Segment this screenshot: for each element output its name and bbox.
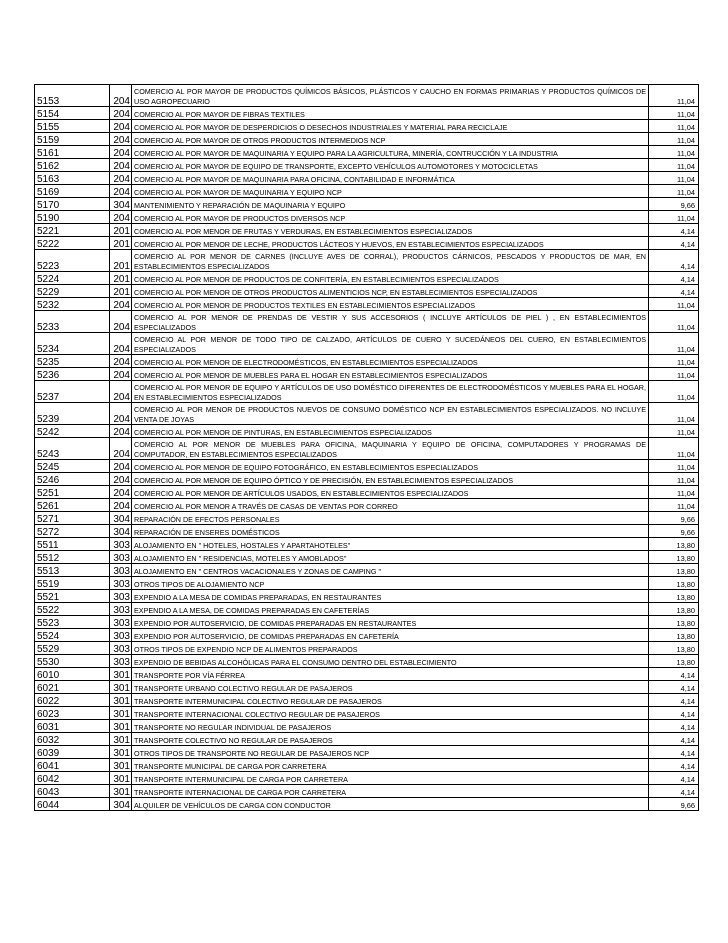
- activity-description-cell: COMERCIO AL POR MAYOR DE PRODUCTOS QUÍMICOS BÁSICOS, PLÁSTICOS Y CAUCHO EN FORMAS PRIMARIAS Y PRODUCTOS QUÍMICOS DE USO AGROPECUARIO: [132, 85, 649, 107]
- activity-description-cell: COMERCIO AL POR MENOR DE OTROS PRODUCTOS ALIMENTICIOS NCP, EN ESTABLECIMIENTOS ESPECIALIZADOS: [132, 285, 649, 298]
- activity-code-cell: 5246: [35, 473, 110, 486]
- activity-description-cell: ALOJAMIENTO EN " CENTROS VACACIONALES Y ZONAS DE CAMPING ": [132, 564, 649, 577]
- activity-code-cell: 5511: [35, 538, 110, 551]
- activity-description-cell: COMERCIO AL POR MENOR DE LECHE, PRODUCTOS LÁCTEOS Y HUEVOS, EN ESTABLECIMIENTOS ESPECIALIZADOS: [132, 237, 649, 250]
- rate-cell: 11,04: [649, 120, 699, 133]
- rate-cell: 13,80: [649, 564, 699, 577]
- category-code-cell: 204: [110, 425, 132, 438]
- activity-description-cell: COMERCIO AL POR MENOR DE EQUIPO ÓPTICO Y DE PRECISIÓN, EN ESTABLECIMIENTOS ESPECIALIZADOS: [132, 473, 649, 486]
- table-row: [35, 185, 699, 198]
- activity-code-cell: 5521: [35, 590, 110, 603]
- category-code-cell: 301: [110, 785, 132, 798]
- category-code-cell: 303: [110, 655, 132, 668]
- activity-description-cell: COMERCIO AL POR MENOR DE FRUTAS Y VERDURAS, EN ESTABLECIMIENTOS ESPECIALIZADOS: [132, 224, 649, 237]
- activity-code-cell: 5239: [35, 403, 110, 425]
- activity-code-cell: 5245: [35, 460, 110, 473]
- rate-cell: 4,14: [649, 285, 699, 298]
- activity-code-cell: 5170: [35, 198, 110, 211]
- table-row: [35, 551, 699, 564]
- activity-code-cell: 6043: [35, 785, 110, 798]
- category-code-cell: 201: [110, 237, 132, 250]
- activity-code-cell: 5233: [35, 311, 110, 333]
- activity-description-cell: TRANSPORTE INTERNACIONAL COLECTIVO REGULAR DE PASAJEROS: [132, 707, 649, 720]
- activity-description-cell: COMERCIO AL POR MENOR DE TODO TIPO DE CALZADO, ARTÍCULOS DE CUERO Y SUCEDÁNEOS DEL CUERO, EN ESTABLECIMIENTOS ESPECIALIZADOS: [132, 333, 649, 355]
- activity-description-cell: COMERCIO AL POR MENOR DE EQUIPO FOTOGRÁFICO, EN ESTABLECIMIENTOS ESPECIALIZADOS: [132, 460, 649, 473]
- table-row: [35, 211, 699, 224]
- category-code-cell: 204: [110, 146, 132, 159]
- table-row: [35, 250, 699, 272]
- rate-cell: 13,80: [649, 642, 699, 655]
- rate-cell: 11,04: [649, 311, 699, 333]
- rate-cell: 11,04: [649, 333, 699, 355]
- activity-description-cell: ALOJAMIENTO EN " HOTELES, HOSTALES Y APARTAHOTELES": [132, 538, 649, 551]
- table-row: [35, 224, 699, 237]
- activity-code-cell: 5221: [35, 224, 110, 237]
- table-row: [35, 746, 699, 759]
- activity-code-cell: 6044: [35, 798, 110, 811]
- category-code-cell: 301: [110, 720, 132, 733]
- table-row: [35, 159, 699, 172]
- table-row: [35, 785, 699, 798]
- category-code-cell: 204: [110, 486, 132, 499]
- activity-description-cell: MANTENIMIENTO Y REPARACIÓN DE MAQUINARIA Y EQUIPO: [132, 198, 649, 211]
- activity-description-cell: COMERCIO AL POR MAYOR DE DESPERDICIOS O DESECHOS INDUSTRIALES Y MATERIAL PARA RECICLAJE: [132, 120, 649, 133]
- category-code-cell: 303: [110, 577, 132, 590]
- table-row: [35, 759, 699, 772]
- rate-cell: 11,04: [649, 403, 699, 425]
- rate-cell: 4,14: [649, 224, 699, 237]
- category-code-cell: 303: [110, 564, 132, 577]
- table-row: [35, 772, 699, 785]
- activity-code-cell: 5524: [35, 629, 110, 642]
- activity-code-cell: 6042: [35, 772, 110, 785]
- activity-code-cell: 5161: [35, 146, 110, 159]
- activity-code-cell: 6023: [35, 707, 110, 720]
- activity-code-cell: 5523: [35, 616, 110, 629]
- activity-description-cell: TRANSPORTE INTERNACIONAL DE CARGA POR CARRETERA: [132, 785, 649, 798]
- activity-code-cell: 5229: [35, 285, 110, 298]
- category-code-cell: 301: [110, 694, 132, 707]
- table-row: [35, 403, 699, 425]
- category-code-cell: 303: [110, 603, 132, 616]
- rate-cell: 11,04: [649, 486, 699, 499]
- rate-cell: 9,66: [649, 512, 699, 525]
- activity-description-cell: TRANSPORTE INTERMUNICIPAL COLECTIVO REGULAR DE PASAJEROS: [132, 694, 649, 707]
- category-code-cell: 204: [110, 499, 132, 512]
- activity-description-cell: EXPENDIO A LA MESA, DE COMIDAS PREPARADAS EN CAFETERÍAS: [132, 603, 649, 616]
- rate-cell: 13,80: [649, 655, 699, 668]
- table-row: [35, 285, 699, 298]
- activity-description-cell: TRANSPORTE POR VÍA FÉRREA: [132, 668, 649, 681]
- activity-description-cell: COMERCIO AL POR MAYOR DE MAQUINARIA Y EQUIPO PARA LA AGRICULTURA, MINERÍA, CONTRUCCIÓN Y LA INDUSTRIA: [132, 146, 649, 159]
- activity-code-cell: 5155: [35, 120, 110, 133]
- activity-description-cell: COMERCIO AL POR MENOR DE MUEBLES PARA OFICINA, MAQUINARIA Y EQUIPO DE OFICINA, COMPUTADORES Y PROGRAMAS DE COMPUTADOR, EN ESTABLECIMIENTOS ESPECIALIZADOS: [132, 438, 649, 460]
- category-code-cell: 204: [110, 311, 132, 333]
- rate-cell: 11,04: [649, 298, 699, 311]
- activity-description-cell: COMERCIO AL POR MAYOR DE EQUIPO DE TRANSPORTE, EXCEPTO VEHÍCULOS AUTOMOTORES Y MOTOCICLETAS: [132, 159, 649, 172]
- table-row: [35, 133, 699, 146]
- category-code-cell: 204: [110, 368, 132, 381]
- activity-code-cell: 5224: [35, 272, 110, 285]
- activity-description-cell: EXPENDIO POR AUTOSERVICIO, DE COMIDAS PREPARADAS EN RESTAURANTES: [132, 616, 649, 629]
- activity-code-cell: 5235: [35, 355, 110, 368]
- table-row: [35, 237, 699, 250]
- rate-cell: 11,04: [649, 185, 699, 198]
- rate-cell: 4,14: [649, 707, 699, 720]
- category-code-cell: 204: [110, 333, 132, 355]
- category-code-cell: 301: [110, 746, 132, 759]
- rate-cell: 11,04: [649, 355, 699, 368]
- category-code-cell: 201: [110, 250, 132, 272]
- activity-code-cell: 6032: [35, 733, 110, 746]
- category-code-cell: 303: [110, 551, 132, 564]
- activity-description-cell: COMERCIO AL POR MENOR DE PRENDAS DE VESTIR Y SUS ACCESORIOS ( INCLUYE ARTÍCULOS DE PIEL ) , EN ESTABLECIMIENTOS ESPECIALIZADOS: [132, 311, 649, 333]
- activity-description-cell: TRANSPORTE INTERMUNICIPAL DE CARGA POR CARRETERA: [132, 772, 649, 785]
- table-row: [35, 272, 699, 285]
- activity-code-cell: 5513: [35, 564, 110, 577]
- table-row: [35, 733, 699, 746]
- category-code-cell: 301: [110, 759, 132, 772]
- table-row: [35, 438, 699, 460]
- category-code-cell: 303: [110, 590, 132, 603]
- activity-description-cell: COMERCIO AL POR MAYOR DE OTROS PRODUCTOS INTERMEDIOS NCP: [132, 133, 649, 146]
- table-row: [35, 298, 699, 311]
- table-row: [35, 538, 699, 551]
- rate-cell: 4,14: [649, 733, 699, 746]
- activity-description-cell: REPARACIÓN DE ENSERES DOMÉSTICOS: [132, 525, 649, 538]
- rate-cell: 11,04: [649, 159, 699, 172]
- table-row: [35, 85, 699, 107]
- activity-description-cell: COMERCIO AL POR MENOR DE PRODUCTOS DE CONFITERÍA, EN ESTABLECIMIENTOS ESPECIALIZADOS: [132, 272, 649, 285]
- rate-cell: 4,14: [649, 681, 699, 694]
- rate-cell: 11,04: [649, 172, 699, 185]
- rate-cell: 11,04: [649, 499, 699, 512]
- table-row: [35, 473, 699, 486]
- category-code-cell: 204: [110, 460, 132, 473]
- rate-cell: 13,80: [649, 577, 699, 590]
- activity-code-cell: 6041: [35, 759, 110, 772]
- rate-cell: 13,80: [649, 616, 699, 629]
- table-row: [35, 486, 699, 499]
- activity-code-cell: 5223: [35, 250, 110, 272]
- activity-code-cell: 5251: [35, 486, 110, 499]
- table-row: [35, 564, 699, 577]
- activity-description-cell: ALQUILER DE VEHÍCULOS DE CARGA CON CONDUCTOR: [132, 798, 649, 811]
- rate-cell: 4,14: [649, 272, 699, 285]
- activity-code-cell: 5154: [35, 107, 110, 120]
- rate-cell: 11,04: [649, 460, 699, 473]
- category-code-cell: 201: [110, 224, 132, 237]
- rate-cell: 4,14: [649, 746, 699, 759]
- category-code-cell: 301: [110, 681, 132, 694]
- table-row: [35, 172, 699, 185]
- rate-cell: 13,80: [649, 538, 699, 551]
- activity-description-cell: COMERCIO AL POR MAYOR DE FIBRAS TEXTILES: [132, 107, 649, 120]
- activity-code-cell: 5261: [35, 499, 110, 512]
- table-row: [35, 694, 699, 707]
- category-code-cell: 204: [110, 133, 132, 146]
- category-code-cell: 204: [110, 381, 132, 403]
- table-row: [35, 681, 699, 694]
- table-row: [35, 590, 699, 603]
- category-code-cell: 301: [110, 707, 132, 720]
- activity-code-cell: 5232: [35, 298, 110, 311]
- activity-description-cell: COMERCIO AL POR MAYOR DE MAQUINARIA Y EQUIPO NCP: [132, 185, 649, 198]
- category-code-cell: 204: [110, 172, 132, 185]
- activity-code-cell: 6031: [35, 720, 110, 733]
- activity-code-cell: 5162: [35, 159, 110, 172]
- category-code-cell: 303: [110, 538, 132, 551]
- rate-cell: 13,80: [649, 590, 699, 603]
- table-row: [35, 668, 699, 681]
- rate-cell: 11,04: [649, 438, 699, 460]
- rate-cell: 13,80: [649, 551, 699, 564]
- rate-cell: 11,04: [649, 473, 699, 486]
- table-row: [35, 707, 699, 720]
- rate-cell: 11,04: [649, 425, 699, 438]
- activity-code-cell: 5234: [35, 333, 110, 355]
- table-row: [35, 616, 699, 629]
- category-code-cell: 301: [110, 772, 132, 785]
- activity-description-cell: OTROS TIPOS DE TRANSPORTE NO REGULAR DE PASAJEROS NCP: [132, 746, 649, 759]
- category-code-cell: 303: [110, 616, 132, 629]
- table-row: [35, 311, 699, 333]
- activity-description-cell: COMERCIO AL POR MENOR A TRAVÉS DE CASAS DE VENTAS POR CORREO: [132, 499, 649, 512]
- category-code-cell: 304: [110, 798, 132, 811]
- activity-code-cell: 5243: [35, 438, 110, 460]
- activity-code-cell: 5519: [35, 577, 110, 590]
- activity-code-cell: 5236: [35, 368, 110, 381]
- category-code-cell: 304: [110, 512, 132, 525]
- rate-cell: 11,04: [649, 368, 699, 381]
- category-code-cell: 204: [110, 403, 132, 425]
- category-code-cell: 204: [110, 107, 132, 120]
- activity-code-cell: 5163: [35, 172, 110, 185]
- activity-code-cell: 5222: [35, 237, 110, 250]
- table-row: [35, 460, 699, 473]
- activity-code-cell: 5153: [35, 85, 110, 107]
- rate-cell: 4,14: [649, 250, 699, 272]
- activity-description-cell: TRANSPORTE NO REGULAR INDIVIDUAL DE PASAJEROS: [132, 720, 649, 733]
- table-row: [35, 355, 699, 368]
- activity-description-cell: COMERCIO AL POR MAYOR DE MAQUINARIA PARA OFICINA, CONTABILIDAD E INFORMÁTICA: [132, 172, 649, 185]
- activity-code-cell: 5190: [35, 211, 110, 224]
- rate-cell: 9,66: [649, 198, 699, 211]
- table-row: [35, 499, 699, 512]
- category-code-cell: 304: [110, 198, 132, 211]
- rate-cell: 4,14: [649, 694, 699, 707]
- rate-cell: 4,14: [649, 759, 699, 772]
- activity-description-cell: COMERCIO AL POR MENOR DE EQUIPO Y ARTÍCULOS DE USO DOMÉSTICO DIFERENTES DE ELECTRODOMÉSTICOS Y MUEBLES PARA EL HOGAR, EN ESTABLECIMIENTOS ESPECIALIZADOS: [132, 381, 649, 403]
- category-code-cell: 204: [110, 85, 132, 107]
- activity-code-table: [34, 84, 699, 811]
- activity-description-cell: COMERCIO AL POR MAYOR DE PRODUCTOS DIVERSOS NCP: [132, 211, 649, 224]
- rate-cell: 4,14: [649, 785, 699, 798]
- activity-code-cell: 5522: [35, 603, 110, 616]
- activity-description-cell: COMERCIO AL POR MENOR DE PRODUCTOS NUEVOS DE CONSUMO DOMÉSTICO NCP EN ESTABLECIMIENTOS ESPECIALIZADOS. NO INCLUYE VENTA DE JOYAS: [132, 403, 649, 425]
- activity-code-cell: 6039: [35, 746, 110, 759]
- rate-cell: 13,80: [649, 629, 699, 642]
- category-code-cell: 204: [110, 473, 132, 486]
- rate-cell: 4,14: [649, 237, 699, 250]
- table-row: [35, 629, 699, 642]
- activity-code-cell: 5530: [35, 655, 110, 668]
- activity-code-cell: 5271: [35, 512, 110, 525]
- table-row: [35, 120, 699, 133]
- category-code-cell: 204: [110, 211, 132, 224]
- table-row: [35, 577, 699, 590]
- activity-code-cell: 5169: [35, 185, 110, 198]
- activity-description-cell: OTROS TIPOS DE EXPENDIO NCP DE ALIMENTOS PREPARADOS: [132, 642, 649, 655]
- category-code-cell: 204: [110, 120, 132, 133]
- rate-cell: 4,14: [649, 720, 699, 733]
- rate-cell: 11,04: [649, 85, 699, 107]
- activity-description-cell: COMERCIO AL POR MENOR DE MUEBLES PARA EL HOGAR EN ESTABLECIMIENTOS ESPECIALIZADOS: [132, 368, 649, 381]
- table-body: [35, 85, 699, 811]
- activity-code-cell: 5529: [35, 642, 110, 655]
- category-code-cell: 204: [110, 159, 132, 172]
- table-row: [35, 333, 699, 355]
- table-row: [35, 381, 699, 403]
- activity-code-cell: 6021: [35, 681, 110, 694]
- category-code-cell: 201: [110, 285, 132, 298]
- activity-description-cell: EXPENDIO DE BEBIDAS ALCOHÓLICAS PARA EL CONSUMO DENTRO DEL ESTABLECIMIENTO: [132, 655, 649, 668]
- activity-description-cell: EXPENDIO POR AUTOSERVICIO, DE COMIDAS PREPARADAS EN CAFETERÍA: [132, 629, 649, 642]
- category-code-cell: 204: [110, 298, 132, 311]
- category-code-cell: 304: [110, 525, 132, 538]
- category-code-cell: 201: [110, 272, 132, 285]
- category-code-cell: 204: [110, 355, 132, 368]
- rate-cell: 11,04: [649, 107, 699, 120]
- activity-description-cell: COMERCIO AL POR MENOR DE ELECTRODOMÉSTICOS, EN ESTABLECIMIENTOS ESPECIALIZADOS: [132, 355, 649, 368]
- activity-description-cell: COMERCIO AL POR MENOR DE ARTÍCULOS USADOS, EN ESTABLECIMIENTOS ESPECIALIZADOS: [132, 486, 649, 499]
- table-row: [35, 107, 699, 120]
- rate-cell: 9,66: [649, 798, 699, 811]
- activity-description-cell: REPARACIÓN DE EFECTOS PERSONALES: [132, 512, 649, 525]
- activity-code-cell: 5512: [35, 551, 110, 564]
- activity-code-cell: 5242: [35, 425, 110, 438]
- activity-description-cell: TRANSPORTE URBANO COLECTIVO REGULAR DE PASAJEROS: [132, 681, 649, 694]
- rate-cell: 4,14: [649, 772, 699, 785]
- activity-code-cell: 5272: [35, 525, 110, 538]
- table-row: [35, 425, 699, 438]
- table-row: [35, 655, 699, 668]
- table-row: [35, 798, 699, 811]
- activity-description-cell: COMERCIO AL POR MENOR DE PRODUCTOS TEXTILES EN ESTABLECIMIENTOS ESPECIALIZADOS: [132, 298, 649, 311]
- category-code-cell: 303: [110, 629, 132, 642]
- activity-description-cell: ALOJAMIENTO EN " RESIDENCIAS, MOTELES Y AMOBLADOS": [132, 551, 649, 564]
- activity-description-cell: TRANSPORTE COLECTIVO NO REGULAR DE PASAJEROS: [132, 733, 649, 746]
- table-row: [35, 512, 699, 525]
- activity-code-cell: 5237: [35, 381, 110, 403]
- activity-description-cell: EXPENDIO A LA MESA DE COMIDAS PREPARADAS, EN RESTAURANTES: [132, 590, 649, 603]
- rate-cell: 13,80: [649, 603, 699, 616]
- category-code-cell: 303: [110, 642, 132, 655]
- category-code-cell: 204: [110, 438, 132, 460]
- rate-cell: 4,14: [649, 668, 699, 681]
- rate-cell: 9,66: [649, 525, 699, 538]
- category-code-cell: 301: [110, 733, 132, 746]
- activity-description-cell: COMERCIO AL POR MENOR DE CARNES (INCLUYE AVES DE CORRAL), PRODUCTOS CÁRNICOS, PESCADOS Y PRODUCTOS DE MAR, EN ESTABLECIMIENTOS ESPECIALIZADOS: [132, 250, 649, 272]
- table-row: [35, 642, 699, 655]
- table-row: [35, 525, 699, 538]
- table-row: [35, 198, 699, 211]
- table-row: [35, 146, 699, 159]
- rate-cell: 11,04: [649, 146, 699, 159]
- table-row: [35, 603, 699, 616]
- category-code-cell: 204: [110, 185, 132, 198]
- category-code-cell: 301: [110, 668, 132, 681]
- activity-code-cell: 6010: [35, 668, 110, 681]
- activity-code-cell: 5159: [35, 133, 110, 146]
- rate-cell: 11,04: [649, 133, 699, 146]
- activity-code-cell: 6022: [35, 694, 110, 707]
- table-row: [35, 720, 699, 733]
- activity-description-cell: COMERCIO AL POR MENOR DE PINTURAS, EN ESTABLECIMIENTOS ESPECIALIZADOS: [132, 425, 649, 438]
- activity-description-cell: TRANSPORTE MUNICIPAL DE CARGA POR CARRETERA: [132, 759, 649, 772]
- activity-description-cell: OTROS TIPOS DE ALOJAMIENTO NCP: [132, 577, 649, 590]
- rate-cell: 11,04: [649, 381, 699, 403]
- table-row: [35, 368, 699, 381]
- rate-cell: 11,04: [649, 211, 699, 224]
